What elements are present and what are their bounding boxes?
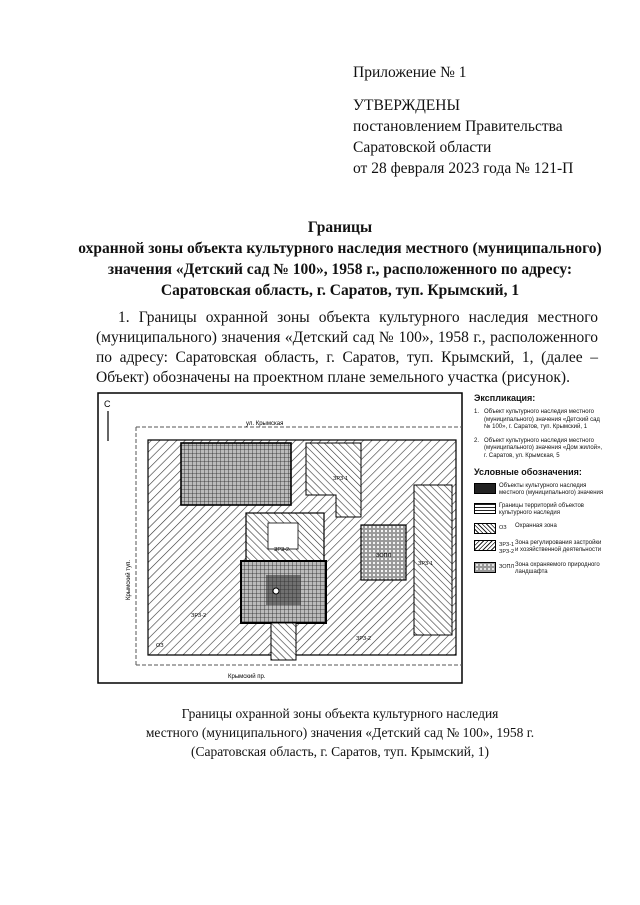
figure-caption: [80, 704, 600, 761]
protection-swatch: [474, 523, 496, 534]
caption-line-2: местного (муниципального) значения «Детский сад № 100», 1958 г.: [145, 725, 535, 740]
approval-line-2: Саратовской области: [353, 139, 492, 156]
zone-label-zrz2-left: ЗРЗ-2: [191, 613, 207, 619]
title-line-3: значения «Детский сад № 100», 1958 г., расположенного по адресу:: [107, 261, 573, 278]
symbols-title: Условные обозначения:: [474, 467, 582, 477]
explication-item-1: 1. Объект культурного наследия местного (муниципального) значения «Детский сад № 100», г. Саратов, туп. Крымский, 1: [474, 409, 600, 430]
caption-line-1: Границы охранной зоны объекта культурного наследия: [181, 706, 499, 721]
north-label: С: [104, 399, 111, 409]
regulation-swatch: [474, 540, 496, 551]
explication-item-2: 2. Объект культурного наследия местного (муниципального) значения «Дом жилой», г. Саратов, ул. Крымская, 5: [474, 437, 603, 459]
spacer: [353, 83, 573, 95]
site-plan-map: [96, 385, 471, 690]
legend-row-heritage: Объекты культурного наследия местного (муниципального) значения: [474, 483, 604, 497]
approval-line-3: от 28 февраля 2023 года № 121-П: [353, 160, 574, 177]
caption-line-3: (Саратовская область, г. Саратов, туп. Крымский, 1): [191, 744, 489, 759]
legend-row-boundaries: Границы территорий объектов культурного наследия: [474, 503, 604, 517]
appendix-label: Приложение № 1: [353, 64, 467, 81]
body-paragraph: 1. Границы охранной зоны объекта культурного наследия местного (муниципального) значения «Детский сад № 100», 1958 г., расположенного по адресу: Саратовская область, г. Саратов, туп. Крымский, 1, (далее – Объект) обозначены на проектном плане земельного участка (рисунок).: [96, 309, 598, 386]
approved-heading: УТВЕРЖДЕНЫ: [353, 97, 460, 114]
legend-row-landscape: ЗОПЛ Зона охраняемого природного ландшафта: [474, 562, 604, 576]
boundary-swatch: [474, 503, 496, 514]
explication-title: Экспликация:: [474, 393, 536, 403]
title-line-1: Границы: [307, 219, 373, 236]
zone-label-oz: ОЗ: [156, 643, 164, 649]
zone-label-zrz2-center: ЗРЗ-2: [274, 547, 290, 553]
zone-label-zrz1-right: ЗРЗ-1: [418, 561, 434, 567]
legend-row-regulation: ЗРЗ-1 ЗРЗ-2 Зона регулирования застройки и хозяйственной деятельности: [474, 540, 604, 556]
approval-line-1: постановлением Правительства: [353, 118, 563, 135]
document-title: [60, 217, 620, 301]
zone-label-zopl: ЗОПЛ: [376, 553, 392, 559]
zone-label-zrz2-bottom: ЗРЗ-2: [356, 636, 372, 642]
street-bottom-label: Крымский пр.: [228, 674, 266, 680]
title-line-4: Саратовская область, г. Саратов, туп. Крымский, 1: [160, 282, 520, 299]
approval-block: [353, 62, 573, 179]
site-plan-figure: [96, 385, 604, 690]
street-top-label: ул. Крымская: [246, 421, 284, 427]
legend-row-protection: ОЗ Охранная зона: [474, 523, 604, 534]
zone-label-zrz1-top: ЗРЗ-1: [333, 476, 349, 482]
heritage-swatch: [474, 483, 496, 494]
heritage-object-2: [181, 443, 291, 505]
street-left-label: Крымский туп.: [126, 560, 132, 600]
landscape-swatch: [474, 562, 496, 573]
map-legend: [474, 393, 604, 576]
title-line-2: охранной зоны объекта культурного наследия местного (муниципального): [78, 240, 602, 257]
